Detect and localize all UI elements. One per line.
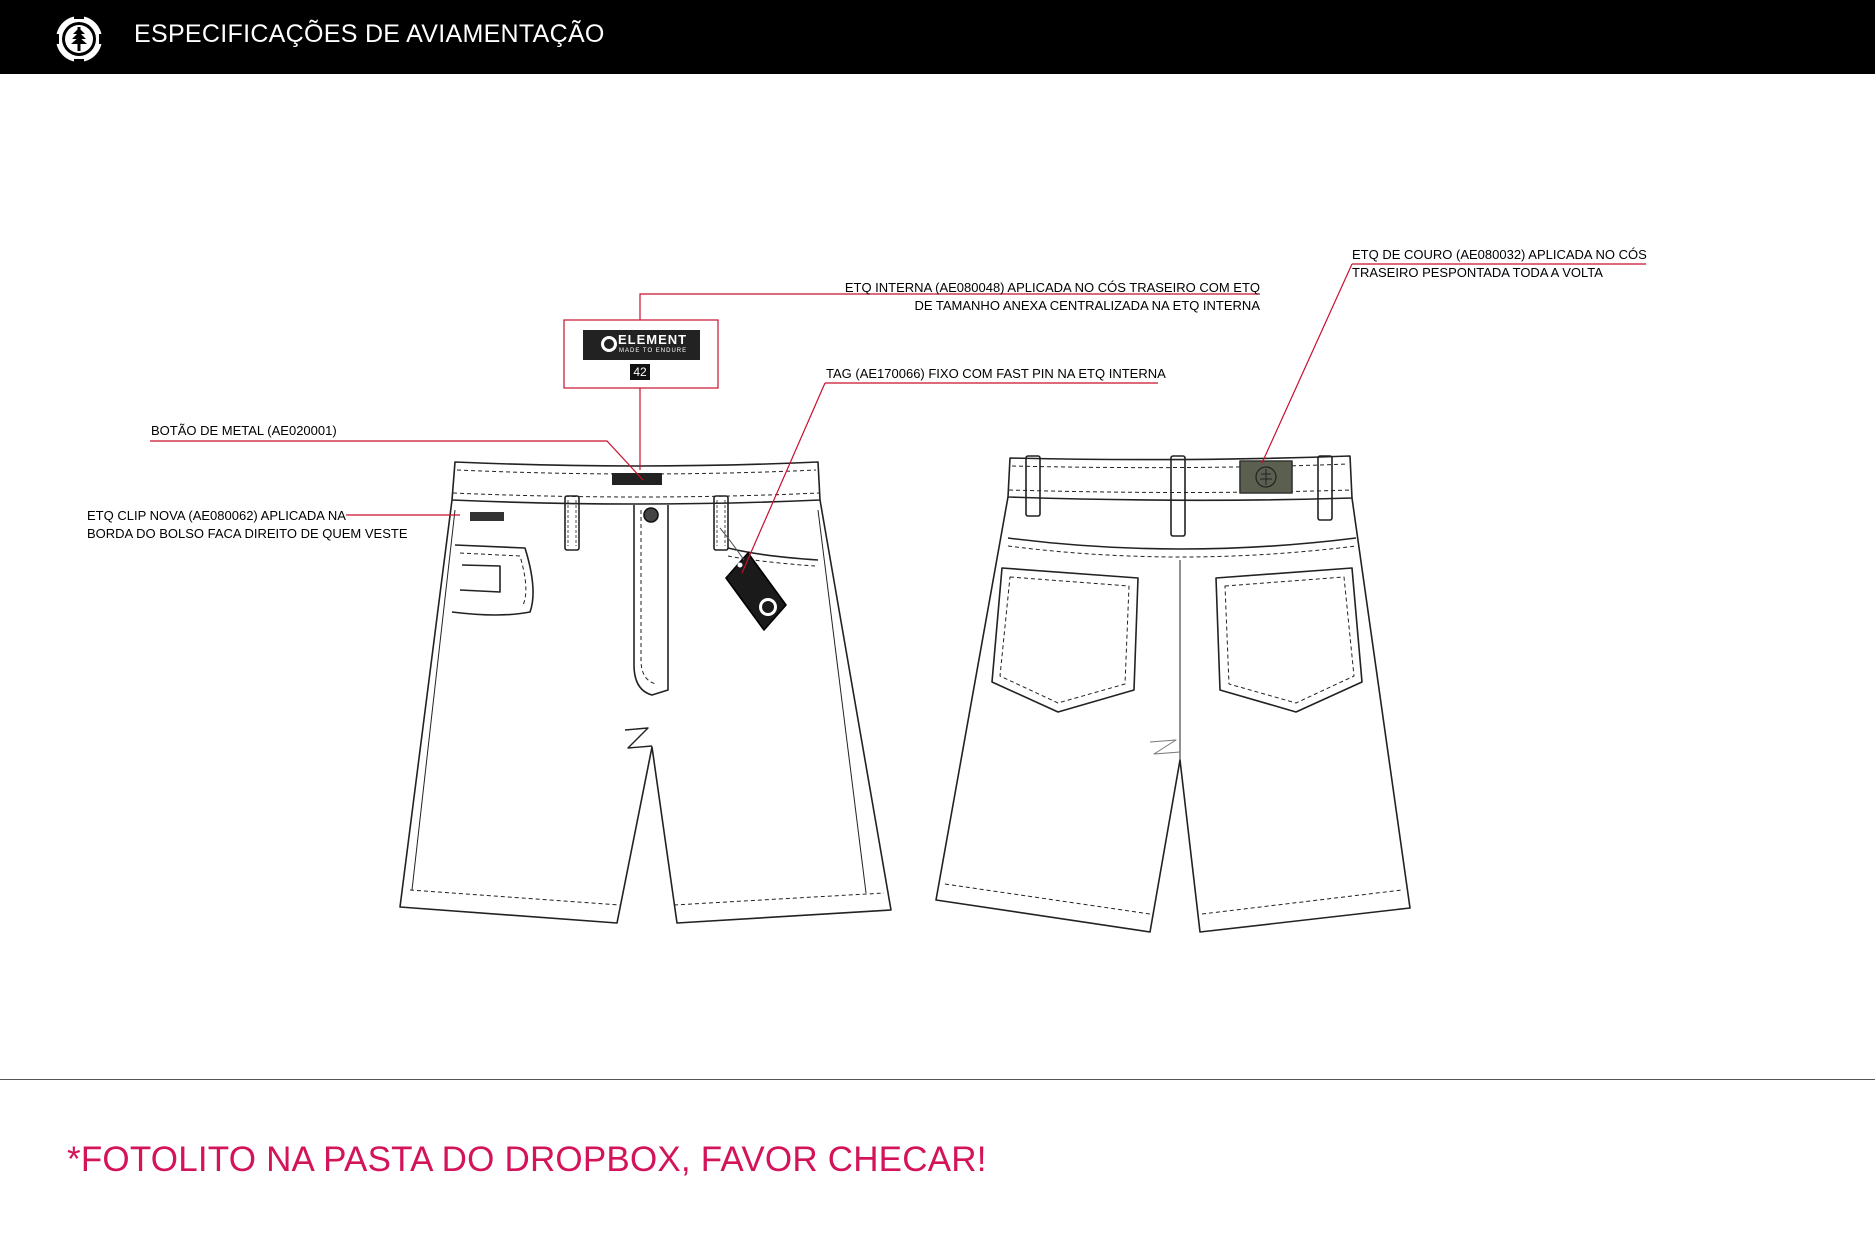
metal-button — [644, 508, 658, 522]
clip-label — [470, 512, 504, 521]
callout-tag: TAG (AE170066) FIXO COM FAST PIN NA ETQ INTERNA — [826, 366, 1166, 381]
page-title: ESPECIFICAÇÕES DE AVIAMENTAÇÃO — [134, 20, 605, 48]
footer-note: *FOTOLITO NA PASTA DO DROPBOX, FAVOR CHECAR! — [67, 1140, 987, 1179]
label-size-text: 42 — [633, 365, 647, 379]
callout-etq-interna: ETQ INTERNA (AE080048) APLICADA NO CÓS TRASEIRO COM ETQ DE TAMANHO ANEXA CENTRALIZADA NA ETQ INTERNA — [844, 280, 1260, 313]
callout-etq-couro: ETQ DE COURO (AE080032) APLICADA NO CÓS TRASEIRO PESPONTADA TODA A VOLTA — [1352, 247, 1647, 280]
front-shorts-view — [400, 462, 891, 923]
hang-tag — [720, 528, 786, 630]
footer-divider — [0, 1079, 1875, 1080]
label-brand-text: ELEMENT — [618, 332, 688, 347]
callout-etq-clip: ETQ CLIP NOVA (AE080062) APLICADA NA BORDA DO BOLSO FACA DIREITO DE QUEM VESTE — [87, 508, 408, 541]
label-tagline-text: MADE TO ENDURE — [619, 348, 688, 354]
waist-label — [612, 473, 662, 485]
back-shorts-view — [936, 456, 1410, 932]
callout-botao: BOTÃO DE METAL (AE020001) — [151, 423, 337, 438]
